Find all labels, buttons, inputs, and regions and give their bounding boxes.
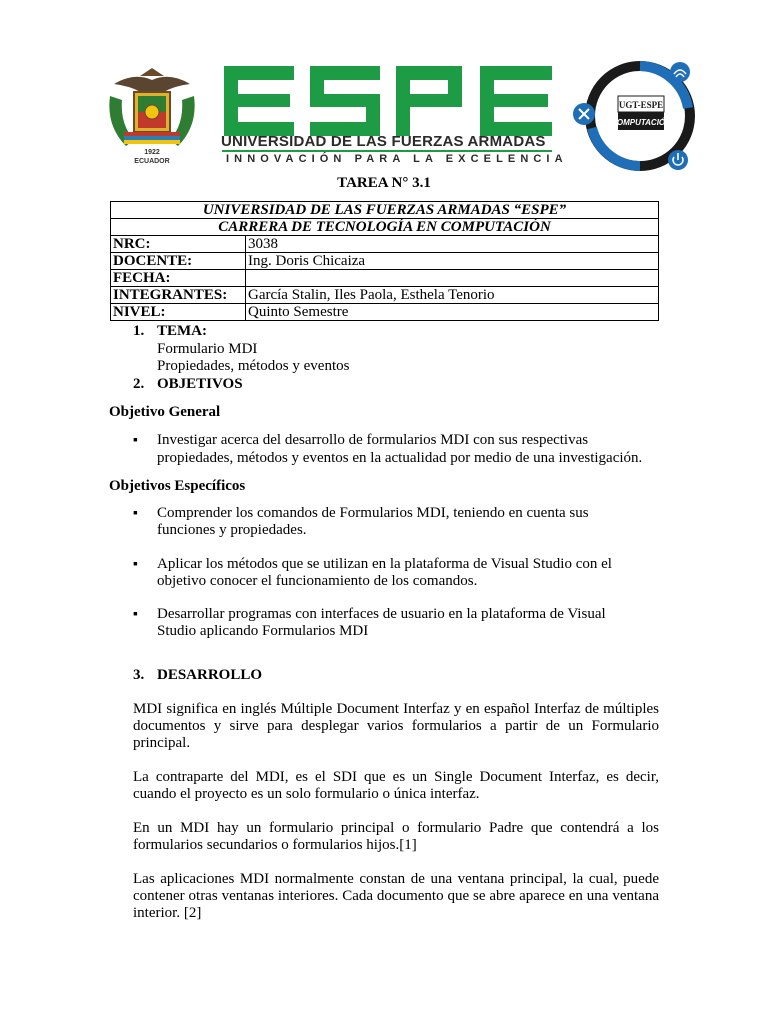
bullet-marker: ▪ [133,506,138,521]
table-label: INTEGRANTES: [111,287,246,304]
section-number: 3. [133,667,145,683]
section-heading: TEMA: [157,323,207,339]
bullet-marker: ▪ [133,607,138,622]
computacion-logo [572,58,702,176]
table-career: CARRERA DE TECNOLOGÍA EN COMPUTACIÓN [111,219,659,236]
bullet-text: Desarrollar programas con interfaces de usuario en la plataforma de Visual [157,606,606,622]
table-label: NIVEL: [111,304,246,321]
university-motto: INNOVACIÓN PARA LA EXCELENCIA [226,153,568,165]
table-label: FECHA: [111,270,246,287]
bullet-text: Aplicar los métodos que se utilizan en la plataforma de Visual Studio con el [157,556,612,572]
paragraph: En un MDI hay un formulario principal o formulario Padre que contendrá a los formularios secundarios o formularios hijos.[1] [133,820,659,853]
crest-country: ECUADOR [134,158,170,165]
topic-line: Formulario MDI [157,341,258,357]
comp-logo-label: COMPUTACIÓN [611,118,671,127]
document-title: TAREA N° 3.1 [337,175,431,191]
crest-year: 1922 [144,149,160,156]
bullet-text: funciones y propiedades. [157,522,307,538]
bullet-marker: ▪ [133,433,138,448]
info-table [110,201,659,321]
paragraph: MDI significa en inglés Múltiple Document Interfaz y en español Interfaz de múltiples documentos y sirve para desplegar varios formularios a partir de un Formulario principal. [133,701,659,751]
wifi-icon [670,62,690,82]
espe-crest-logo [104,66,200,166]
bullet-marker: ▪ [133,557,138,572]
table-label: DOCENTE: [111,253,246,270]
espe-wordmark [224,66,554,136]
table-university: UNIVERSIDAD DE LAS FUERZAS ARMADAS “ESPE” [111,202,659,219]
table-value [246,270,659,287]
topic-line: Propiedades, métodos y eventos [157,358,350,374]
section-heading: DESARROLLO [157,667,263,683]
section-number: 1. [133,323,145,339]
bullet-text: objetivo conocer el funcionamiento de los comandos. [157,573,478,589]
bullet-text: Investigar acerca del desarrollo de formularios MDI con sus respectivas [157,432,589,448]
comp-logo-top: UGT-ESPE [618,100,664,110]
bullet-text: Studio aplicando Formularios MDI [157,623,369,639]
university-name: UNIVERSIDAD DE LAS FUERZAS ARMADAS [221,133,546,150]
table-label: NRC: [111,236,246,253]
table-value: 3038 [246,236,659,253]
paragraph: La contraparte del MDI, es el SDI que es un Single Document Interfaz, es decir, cuando el proyecto es un solo formulario o única interfaz. [133,769,659,802]
subheading: Objetivo General [109,404,221,420]
header-rule [222,150,552,152]
table-value: Quinto Semestre [246,304,659,321]
bullet-text: propiedades, métodos y eventos en la actualidad por medio de una investigación. [157,450,643,466]
section-heading: OBJETIVOS [157,376,243,392]
table-value: Ing. Doris Chicaiza [246,253,659,270]
bullet-text: Comprender los comandos de Formularios MDI, teniendo en cuenta sus [157,505,589,521]
table-value: García Stalin, Iles Paola, Esthela Tenorio [246,287,659,304]
subheading: Objetivos Específicos [109,478,246,494]
paragraph: Las aplicaciones MDI normalmente constan de una ventana principal, la cual, puede contener otras ventanas interiores. Cada documento que se abre aparece en una ventana interior. [2] [133,871,659,921]
section-number: 2. [133,376,145,392]
